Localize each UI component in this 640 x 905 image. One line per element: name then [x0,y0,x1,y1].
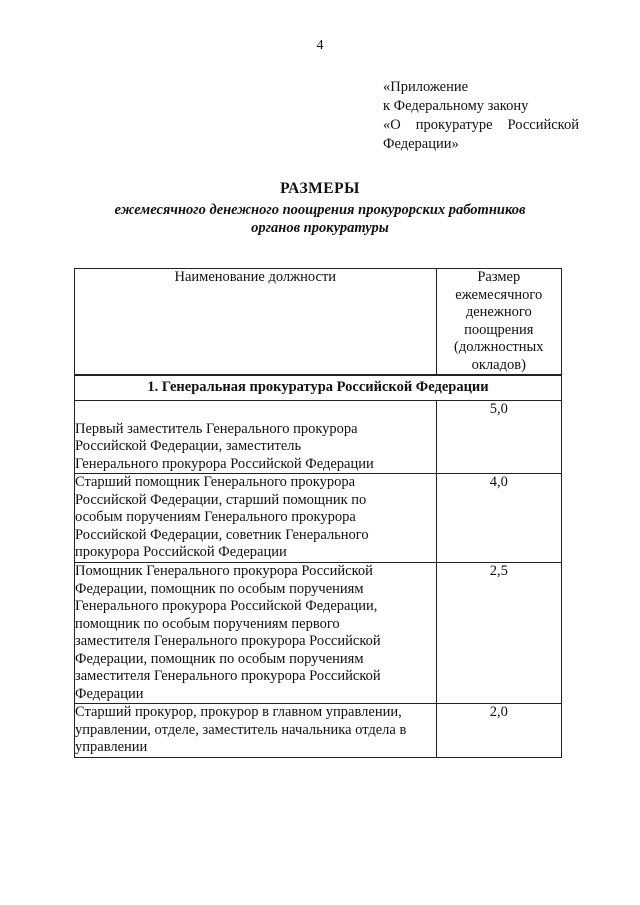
header-line: поощрения [464,321,534,338]
table-row [75,704,562,758]
position-line: Российской Федерации, старший помощник по [75,491,367,508]
position-line: Старший помощник Генерального прокурора [75,474,356,490]
document-subtitle [0,201,640,237]
appendix-line: Федерации» [383,136,459,152]
header-line: денежного [465,304,532,320]
position-cell [75,563,437,704]
table-header-row [75,269,562,376]
position-line: заместителя Генерального прокурора Российской [75,633,381,649]
position-line: помощник по особым поручениям первого [75,615,340,632]
position-line: Федерации, помощник по особым поручениям [75,650,364,667]
position-line: Старший прокурор, прокурор в главном управлении, [75,704,402,720]
position-line: особым поручениям Генерального прокурора [75,509,356,525]
header-line: (должностных [454,339,544,355]
header-line: окладов) [471,356,526,373]
position-line: Федерации [75,685,144,702]
position-line: Генерального прокурора Российской Федерации, [75,598,378,614]
position-line: Российской Федерации, советник Генерального [75,526,369,543]
appendix-line: «О прокуратуре Российской [383,117,579,133]
position-line: Помощник Генерального прокурора Российской [75,563,373,579]
header-position-name: Наименование должности [75,269,437,376]
position-line: заместителя Генерального прокурора Российской [75,668,381,684]
position-line: Российской Федерации, заместитель [75,438,302,454]
position-cell [75,400,437,474]
subtitle-line: органов прокуратуры [251,220,389,236]
bonus-value: 2,5 [436,563,561,704]
page-number: 4 [316,38,324,53]
table-row [75,563,562,704]
position-line: управлении, отделе, заместитель начальника отдела в [75,721,407,738]
header-bonus-size [436,269,561,376]
header-line: ежемесячного [455,286,543,303]
subtitle-line: ежемесячного денежного поощрения прокурорских работников [114,202,526,218]
section-row [75,375,562,400]
position-line: Первый заместитель Генерального прокурора [75,420,358,437]
section-title: 1. Генеральная прокуратура Российской Федерации [75,375,562,400]
appendix-note [383,78,579,154]
table-row [75,400,562,474]
bonus-table [74,268,562,758]
position-line: прокурора Российской Федерации [75,544,287,560]
position-cell [75,474,437,563]
position-line: Федерации, помощник по особым поручениям [75,580,364,597]
position-line: Генерального прокурора Российской Федерации [75,455,374,472]
bonus-value: 4,0 [436,474,561,563]
position-cell [75,704,437,758]
bonus-value: 5,0 [436,400,561,474]
header-line: Размер [477,269,521,285]
table-row [75,474,562,563]
document-title: РАЗМЕРЫ [280,180,360,197]
bonus-value: 2,0 [436,704,561,758]
position-line: управлении [75,739,148,755]
appendix-line: «Приложение [383,79,469,95]
appendix-line: к Федеральному закону [383,98,529,114]
